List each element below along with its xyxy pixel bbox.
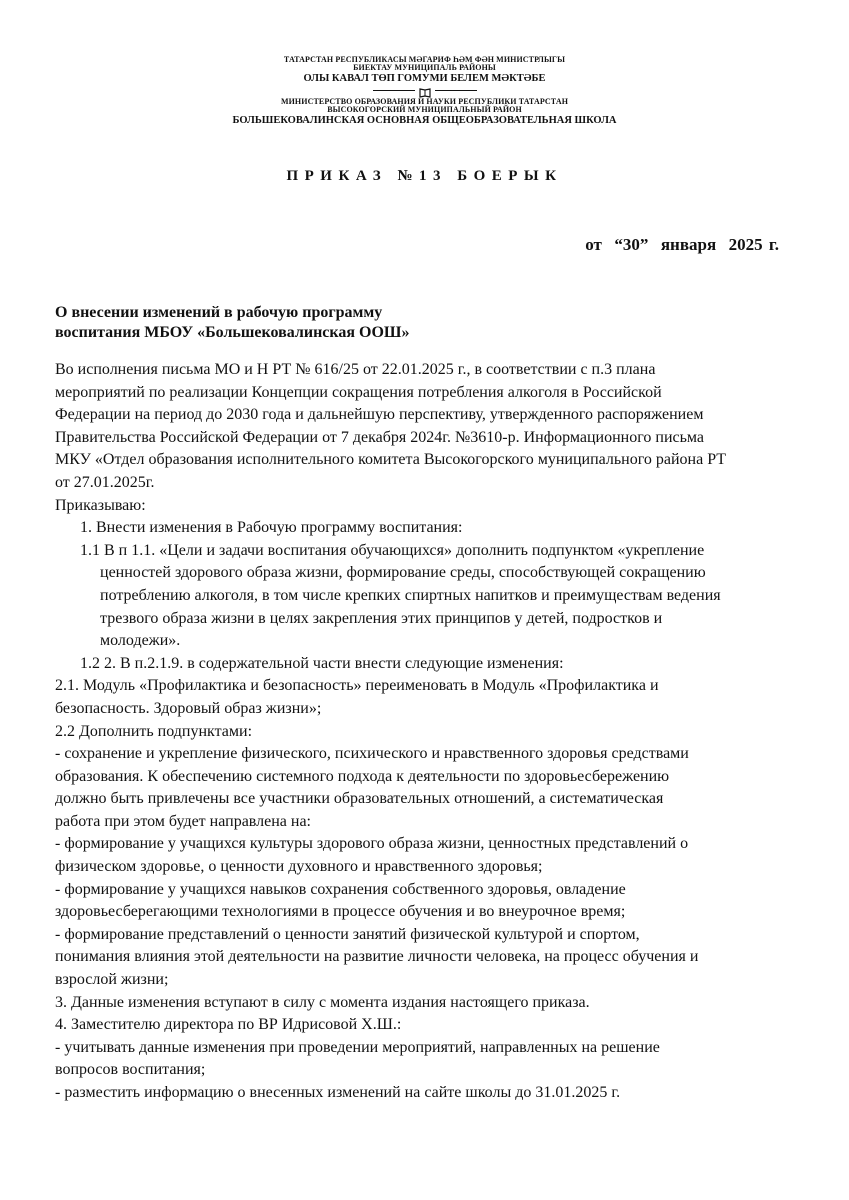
list-item: ценностей здорового образа жизни, формирование среды, способствующей сокращению [100, 564, 706, 582]
order-date: от “30” января 2025 г. [585, 235, 779, 254]
tat-ministry: ТАТАРСТАН РЕСПУБЛИКАСЫ МӘГАРИФ ҺӘМ ФӘН МИНИСТРЛЫГЫ [283, 55, 566, 64]
body-line: Во исполнения письма МО и Н РТ № 616/25 от 22.01.2025 г., в соответствии с п.3 плана [55, 361, 656, 378]
ru-district: ВЫСОКОГОРСКИЙ МУНИЦИПАЛЬНЫЙ РАЙОН [327, 105, 522, 115]
body-line: - учитывать данные изменения при проведении мероприятий, направленных на решение [55, 1038, 660, 1056]
body-line: Приказываю: [55, 496, 146, 514]
letterhead-emblem [0, 85, 849, 97]
body-line: - формирование представлений о ценности занятий физической культурой и спортом, [55, 925, 640, 943]
ru-ministry: МИНИСТЕРСТВО ОБРАЗОВАНИЯ И НАУКИ РЕСПУБЛИКИ ТАТАРСТАН [280, 96, 569, 106]
tat-school-name: ОЛЫ КАВАЛ ТӨП ГОМУМИ БЕЛЕМ МӘКТӘБЕ [303, 72, 546, 84]
body-line: мероприятий по реализации Концепции сокращения потребления алкоголя в Российской [55, 383, 662, 401]
body-line: работа при этом будет направлена на: [55, 812, 311, 830]
body-line: Федерации на период до 2030 года и дальнейшую перспективу, утвержденного распоряжением [55, 406, 704, 424]
book-icon [419, 85, 431, 96]
list-item: трезвого образа жизни в целях закрепления этих принципов у детей, подростков и [100, 609, 663, 627]
emblem-left-rule [373, 90, 415, 91]
body-line: 3. Данные изменения вступают в силу с момента издания настоящего приказа. [55, 993, 590, 1011]
ru-school-name: БОЛЬШЕКОВАЛИНСКАЯ ОСНОВНАЯ ОБЩЕОБРАЗОВАТЕЛЬНАЯ ШКОЛА [232, 114, 617, 126]
tat-district: БИЕКТАУ МУНИЦИПАЛЬ РАЙОНЫ [353, 63, 496, 73]
body-line: вопросов воспитания; [55, 1061, 206, 1079]
list-item: молодежи». [100, 632, 181, 650]
body-line: 2.2 Дополнить подпунктами: [55, 722, 253, 740]
body-line: безопасность. Здоровый образ жизни»; [55, 699, 322, 717]
order-subject [55, 303, 410, 343]
body-line: - разместить информацию о внесенных изменений на сайте школы до 31.01.2025 г. [55, 1084, 621, 1101]
body-line: - формирование у учащихся навыков сохранения собственного здоровья, овладение [55, 880, 626, 898]
order-body [55, 359, 795, 1105]
body-line: МКУ «Отдел образования исполнительного комитета Высокогорского муниципального района РТ [55, 451, 727, 469]
body-line: образования. К обеспечению системного подхода к деятельности по здоровьесбережению [55, 767, 670, 785]
letterhead [0, 56, 849, 126]
list-item: потреблению алкоголя, в том числе крепких спиртных напитков и преимуществам ведения [100, 586, 721, 604]
body-line: - формирование у учащихся культуры здорового образа жизни, ценностных представлений о [55, 835, 689, 853]
list-item: 1.1 В п 1.1. «Цели и задачи воспитания обучающихся» дополнить подпунктом «укрепление [80, 541, 705, 559]
body-line: от 27.01.2025г. [55, 473, 155, 491]
body-line: взрослой жизни; [55, 971, 169, 989]
body-line: Правительства Российской Федерации от 7 декабря 2024г. №3610-р. Информационного письма [55, 428, 705, 446]
body-line: - сохранение и укрепление физического, психического и нравственного здоровья средствами [55, 745, 689, 763]
emblem-right-rule [435, 90, 477, 91]
list-item: 1. Внести изменения в Рабочую программу воспитания: [80, 519, 463, 537]
subject-line: воспитания МБОУ «Большековалинская ООШ» [55, 324, 410, 341]
list-item: 1.2 2. В п.2.1.9. в содержательной части внести следующие изменения: [80, 654, 564, 672]
body-line: здоровьесберегающими технологиями в процессе обучения и во внеурочное время; [55, 903, 626, 921]
order-title: ПРИКАЗ №13 БОЕРЫК [286, 168, 563, 184]
body-line: физическом здоровье, о ценности духовного и нравственного здоровья; [55, 858, 543, 876]
subject-line: О внесении изменений в рабочую программу [55, 304, 383, 321]
body-line: 2.1. Модуль «Профилактика и безопасность» переименовать в Модуль «Профилактика и [55, 677, 659, 695]
body-line: должно быть привлечены все участники образовательных отношений, а систематическая [55, 790, 664, 808]
body-line: 4. Заместителю директора по ВР Идрисовой Х.Ш.: [55, 1016, 402, 1034]
body-line: понимания влияния этой деятельности на развитие личности человека, на процесс обучения и [55, 948, 699, 966]
